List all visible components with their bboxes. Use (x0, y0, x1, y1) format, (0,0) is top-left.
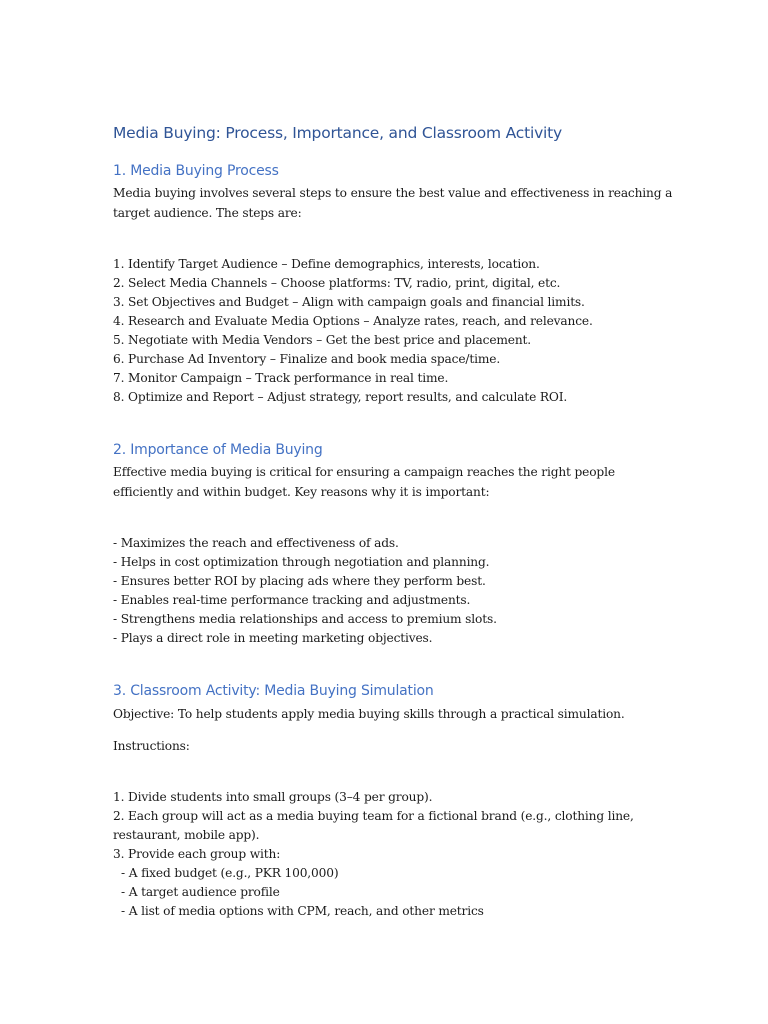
importance-reasons-list (113, 534, 673, 648)
process-steps-list (113, 255, 673, 407)
list-sub-item: - A fixed budget (e.g., PKR 100,000) (121, 866, 339, 880)
section-heading-process: 1. Media Buying Process (113, 163, 279, 179)
list-item: 8. Optimize and Report – Adjust strategy, report results, and calculate ROI. (113, 390, 568, 404)
section-intro-process: Media buying involves several steps to ensure the best value and effectiveness in reaching a target audience. The steps are: (113, 186, 673, 220)
document-title: Media Buying: Process, Importance, and Classroom Activity (113, 124, 563, 142)
list-item: 3. Set Objectives and Budget – Align with campaign goals and financial limits. (113, 295, 585, 309)
list-sub-item: - A target audience profile (121, 885, 280, 899)
list-item: - Enables real-time performance tracking and adjustments. (113, 593, 471, 607)
list-item: 2. Select Media Channels – Choose platforms: TV, radio, print, digital, etc. (113, 276, 561, 290)
activity-instructions-list (113, 788, 673, 921)
list-item: 6. Purchase Ad Inventory – Finalize and book media space/time. (113, 352, 501, 366)
section-heading-importance: 2. Importance of Media Buying (113, 442, 323, 458)
list-item: - Strengthens media relationships and access to premium slots. (113, 612, 497, 626)
list-sub-item: - A list of media options with CPM, reach, and other metrics (121, 904, 484, 918)
list-item: 4. Research and Evaluate Media Options – Analyze rates, reach, and relevance. (113, 314, 593, 328)
list-item: 1. Divide students into small groups (3–4 per group). (113, 790, 433, 804)
list-item: - Maximizes the reach and effectiveness of ads. (113, 536, 399, 550)
list-item: 1. Identify Target Audience – Define demographics, interests, location. (113, 257, 540, 271)
section-intro-importance: Effective media buying is critical for ensuring a campaign reaches the right people efficiently and within budget. Key reasons why it is important: (113, 465, 615, 499)
activity-instructions-label: Instructions: (113, 739, 190, 753)
activity-objective: Objective: To help students apply media buying skills through a practical simulation. (113, 707, 625, 721)
list-item: 3. Provide each group with: (113, 847, 281, 861)
section-heading-activity: 3. Classroom Activity: Media Buying Simulation (113, 683, 434, 699)
list-item: 5. Negotiate with Media Vendors – Get the best price and placement. (113, 333, 532, 347)
list-item: - Plays a direct role in meeting marketing objectives. (113, 631, 433, 645)
list-item: - Helps in cost optimization through negotiation and planning. (113, 555, 490, 569)
list-item: 7. Monitor Campaign – Track performance in real time. (113, 371, 449, 385)
list-item: - Ensures better ROI by placing ads where they perform best. (113, 574, 486, 588)
list-item: 2. Each group will act as a media buying team for a fictional brand (e.g., clothing line, restaurant, mobile app). (113, 809, 634, 842)
